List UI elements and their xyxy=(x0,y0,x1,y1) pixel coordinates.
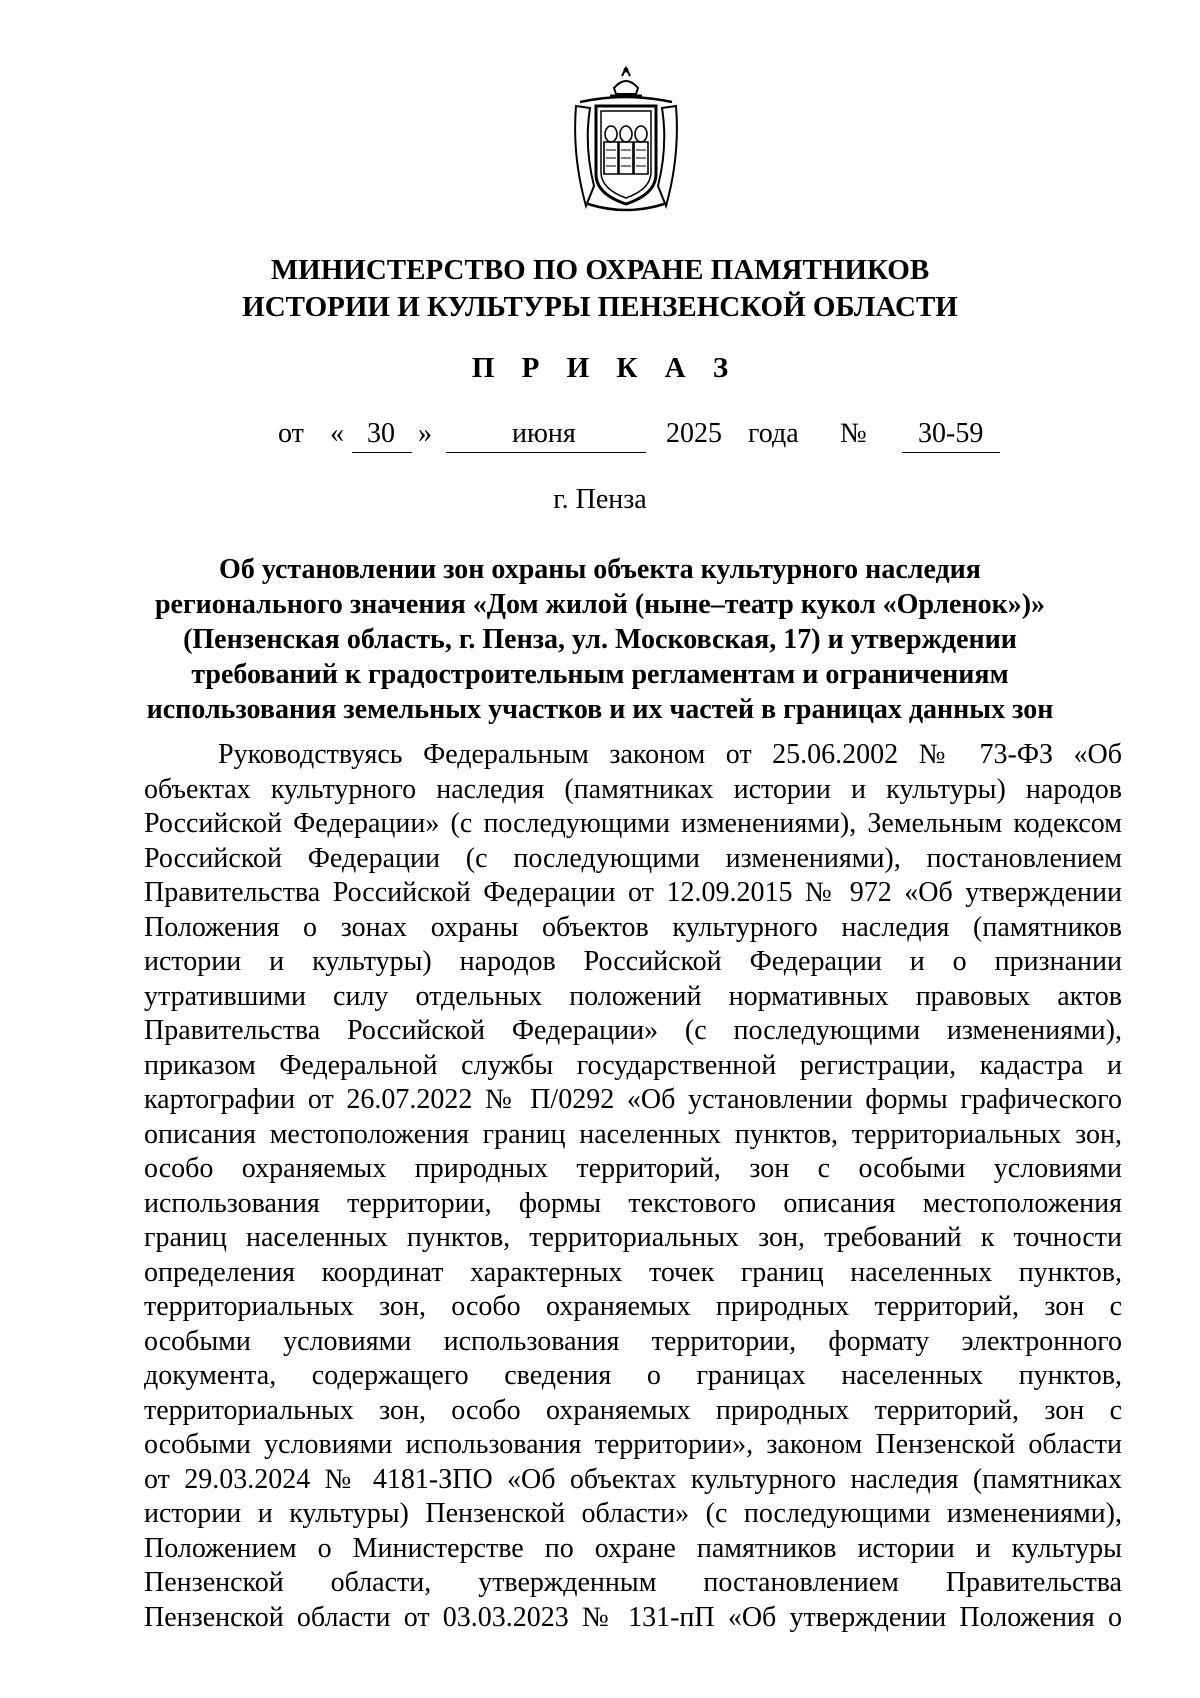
title-line: Об установлении зон охраны объекта культурного наследия xyxy=(219,554,981,585)
order-title xyxy=(0,552,1200,727)
body-line: Положения о зонах охраны объектов культурного наследия (памятников xyxy=(144,911,1122,943)
number-value: 30-59 xyxy=(918,418,984,449)
body-line: определения координат характерных точек границ населенных пунктов, xyxy=(144,1256,1122,1288)
body-line: Руководствуясь Федеральным законом от 25.06.2002 № 73-ФЗ «Об xyxy=(218,739,1122,770)
body-line: от 29.03.2024 № 4181-ЗПО «Об объектах культурного наследия (памятниках xyxy=(144,1463,1122,1495)
document-type: П Р И К А З xyxy=(471,352,739,384)
body-line: приказом Федеральной службы государственной регистрации, кадастра и xyxy=(144,1049,1122,1081)
day-underline xyxy=(352,452,412,453)
title-line: использования земельных участков и их частей в границах данных зон xyxy=(146,694,1054,725)
body-line: использования территории, формы текстового описания местоположения xyxy=(144,1187,1122,1219)
penza-coat-of-arms-icon xyxy=(566,66,686,216)
body-line: Правительства Российской Федерации» (с последующими изменениями), xyxy=(144,1015,1122,1046)
number-underline xyxy=(902,452,1000,453)
body-line: утратившими силу отдельных положений нормативных правовых актов xyxy=(144,980,1122,1012)
ministry-line-2: ИСТОРИИ И КУЛЬТУРЫ ПЕНЗЕНСКОЙ ОБЛАСТИ xyxy=(242,291,958,323)
quote-open: « xyxy=(330,418,344,449)
body-line: истории и культуры) Пензенской области» (с последующими изменениями), xyxy=(144,1498,1122,1529)
body-line: территориальных зон, особо охраняемых природных территорий, зон с xyxy=(144,1291,1122,1322)
month-underline xyxy=(446,452,646,453)
ministry-heading xyxy=(0,252,1200,326)
city: г. Пенза xyxy=(553,484,647,515)
body-line: особыми условиями использования территории, формату электронного xyxy=(144,1325,1122,1357)
day-value: 30 xyxy=(367,418,395,449)
body-line: границ населенных пунктов, территориальных зон, требований к точности xyxy=(144,1222,1122,1253)
body-line: территориальных зон, особо охраняемых природных территорий, зон с xyxy=(144,1394,1122,1426)
body-line: особо охраняемых природных территорий, зон с особыми условиями xyxy=(144,1153,1122,1184)
body-line: Пензенской области от 03.03.2023 № 131-пП «Об утверждении Положения о xyxy=(144,1601,1122,1633)
body-line: объектах культурного наследия (памятниках истории и культуры) народов xyxy=(144,773,1122,805)
title-line: регионального значения «Дом жилой (ныне–театр кукол «Орленок»)» xyxy=(154,589,1046,620)
body-line: Российской Федерации (с последующими изменениями), постановлением xyxy=(144,842,1122,874)
body-line: описания местоположения границ населенных пунктов, территориальных зон, xyxy=(144,1118,1122,1150)
year-value: 2025 xyxy=(666,418,722,449)
title-line: (Пензенская область, г. Пенза, ул. Московская, 17) и утверждении xyxy=(183,624,1017,655)
quote-close: » xyxy=(418,418,432,449)
body-line: истории и культуры) народов Российской Федерации и о признании xyxy=(144,946,1122,977)
from-label: от xyxy=(278,418,304,449)
body-line: документа, содержащего сведения о границах населенных пунктов, xyxy=(144,1360,1122,1391)
body-line: Правительства Российской Федерации от 12.09.2015 № 972 «Об утверждении xyxy=(144,877,1122,908)
ministry-line-1: МИНИСТЕРСТВО ПО ОХРАНЕ ПАМЯТНИКОВ xyxy=(270,254,930,286)
number-sign: № xyxy=(840,418,867,449)
body-line: картографии от 26.07.2022 № П/0292 «Об установлении формы графического xyxy=(144,1084,1122,1115)
year-word: года xyxy=(748,418,799,449)
body-line: Положением о Министерстве по охране памятников истории и культуры xyxy=(144,1532,1122,1564)
body-line: Пензенской области, утвержденным постановлением Правительства xyxy=(144,1567,1122,1598)
date-number-line xyxy=(0,418,1200,458)
month-value: июня xyxy=(512,418,576,449)
body-line: Российской Федерации» (с последующими изменениями), Земельным кодексом xyxy=(144,808,1122,839)
title-line: требований к градостроительным регламентам и ограничениям xyxy=(191,659,1009,690)
body-paragraph xyxy=(144,738,1122,1635)
body-line: особыми условиями использования территории», законом Пензенской области xyxy=(144,1429,1122,1460)
